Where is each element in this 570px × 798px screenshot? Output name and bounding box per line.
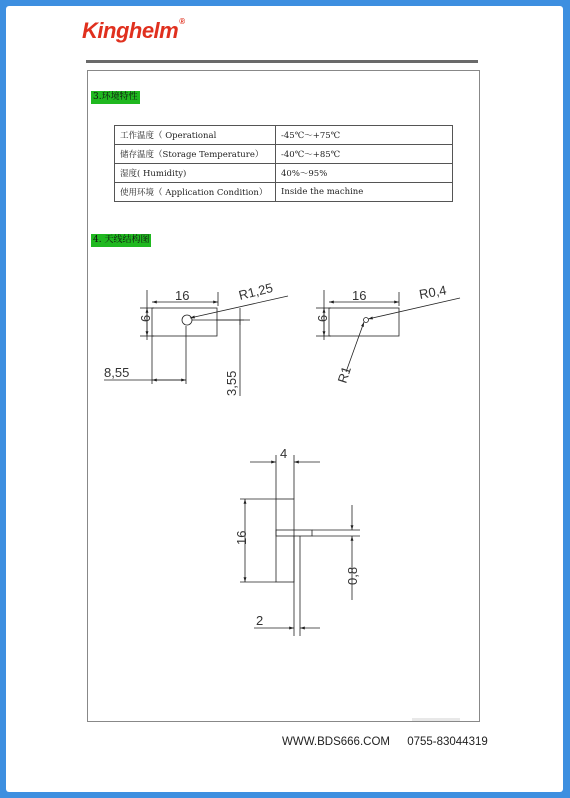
section-title-structure: 4. 天线结构图 xyxy=(93,235,150,245)
side-view-body xyxy=(276,499,294,582)
left-view-body xyxy=(152,308,217,336)
dim-right-height: 6 xyxy=(315,314,330,322)
table-cell-label: 使用环境（ Application Condition） xyxy=(115,183,276,202)
section-title-environment: 3.环境特性 xyxy=(93,92,138,102)
dim-left-height: 6 xyxy=(138,314,153,322)
dim-side-pin: 0,8 xyxy=(345,566,360,585)
right-view xyxy=(316,290,460,372)
dim-side-offset: 2 xyxy=(256,613,264,628)
dim-right-radius-outer: R0,4 xyxy=(417,282,448,302)
footer-mark xyxy=(412,718,460,721)
table-cell-label: 储存温度（Storage Temperature） xyxy=(115,145,276,164)
table-cell-value: Inside the machine xyxy=(276,183,453,202)
table-cell-label: 湿度( Humidity) xyxy=(115,164,276,183)
left-view xyxy=(104,290,288,396)
footer xyxy=(282,736,502,748)
dim-left-x-offset: 8,55 xyxy=(104,365,130,380)
footer-phone: 0755-83044319 xyxy=(407,736,488,748)
brand-logo: Kinghelm® xyxy=(82,16,185,43)
footer-website[interactable]: WWW.BDS666.COM xyxy=(282,736,390,748)
dim-left-width: 16 xyxy=(175,288,190,303)
dim-left-y-offset: 3,55 xyxy=(224,370,239,396)
dim-side-height: 16 xyxy=(234,530,249,545)
side-view xyxy=(240,455,360,636)
left-view-hole xyxy=(182,315,192,325)
dim-right-width: 16 xyxy=(352,288,367,303)
dim-side-width: 4 xyxy=(280,446,288,461)
table-cell-value: -40℃～+85℃ xyxy=(276,145,453,164)
dim-left-radius: R1,25 xyxy=(237,279,275,303)
dim-right-radius-inner: R1 xyxy=(334,364,354,385)
table-cell-value: -45℃～+75℃ xyxy=(276,126,453,145)
table-cell-label: 工作温度（ Operational xyxy=(115,126,276,145)
table-cell-value: 40%～95% xyxy=(276,164,453,183)
right-view-hole xyxy=(364,318,369,323)
